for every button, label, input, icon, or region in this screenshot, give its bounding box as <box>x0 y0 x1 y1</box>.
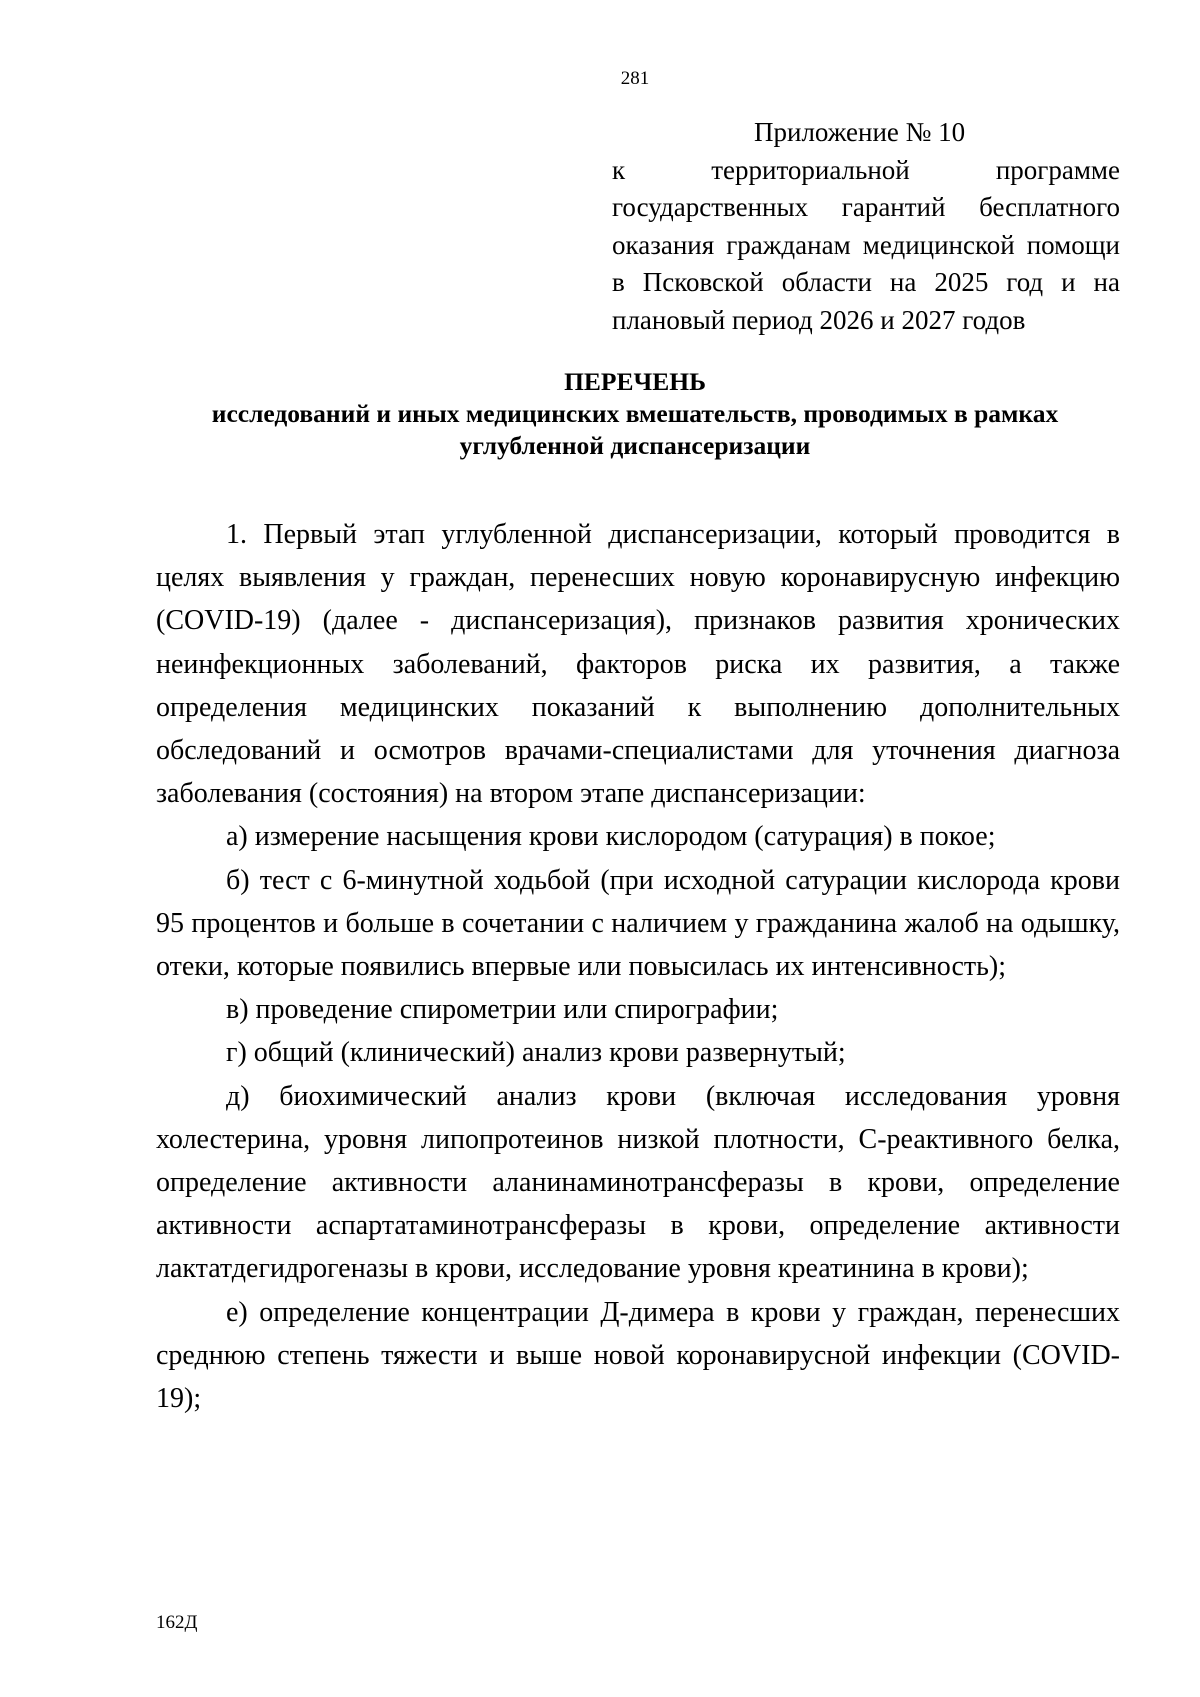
list-item-d: д) биохимический анализ крови (включая исследования уровня холестерина, уровня липопротеинов низкой плотности, С-реактивного белка, определение активности аланинаминотрансферазы в крови, определение активности аспартатаминотрансферазы в крови, определение активности лактатдегидрогеназы в крови, исследование уровня креатинина в крови); <box>156 1080 1120 1285</box>
heading-subtitle-line-2: углубленной диспансеризации <box>459 431 811 460</box>
list-item-a: а) измерение насыщения крови кислородом (сатурация) в покое; <box>226 821 996 853</box>
heading-title: ПЕРЕЧЕНЬ <box>564 367 706 396</box>
list-item-g: г) общий (клинический) анализ крови развернутый; <box>226 1037 846 1069</box>
document-body <box>156 513 1120 1420</box>
page-number: 281 <box>620 68 650 89</box>
list-item-e: е) определение концентрации Д-димера в крови у граждан, перенесших среднюю степень тяжести и выше новой коронавирусной инфекции (COVID-19); <box>156 1296 1120 1415</box>
appendix-block <box>612 114 1120 339</box>
list-item-b: б) тест с 6-минутной ходьбой (при исходной сатурации кислорода крови 95 процентов и больше в сочетании с наличием у гражданина жалоб на одышку, отеки, которые появились впервые или повысилась их интенсивность); <box>156 864 1120 983</box>
document-heading <box>150 366 1120 462</box>
appendix-title: Приложение № 10 <box>754 117 966 147</box>
list-item-v: в) проведение спирометрии или спирографии; <box>226 994 779 1026</box>
heading-subtitle-line-1: исследований и иных медицинских вмешательств, проводимых в рамках <box>211 399 1059 428</box>
appendix-body: к территориальной программе государственных гарантий бесплатного оказания гражданам медицинской помощи в Псковской области на 2025 год и на плановый период 2026 и 2027 годов <box>612 154 1120 335</box>
paragraph-intro: 1. Первый этап углубленной диспансеризации, который проводится в целях выявления у граждан, перенесших новую коронавирусную инфекцию (COVID-19) (далее - диспансеризация), признаков развития хронических неинфекционных заболеваний, факторов риска их развития, а также определения медицинских показаний к выполнению дополнительных обследований и осмотров врачами-специалистами для уточнения диагноза заболевания (состояния) на втором этапе диспансеризации: <box>156 519 1120 810</box>
footer-document-code: 162Д <box>156 1612 198 1633</box>
